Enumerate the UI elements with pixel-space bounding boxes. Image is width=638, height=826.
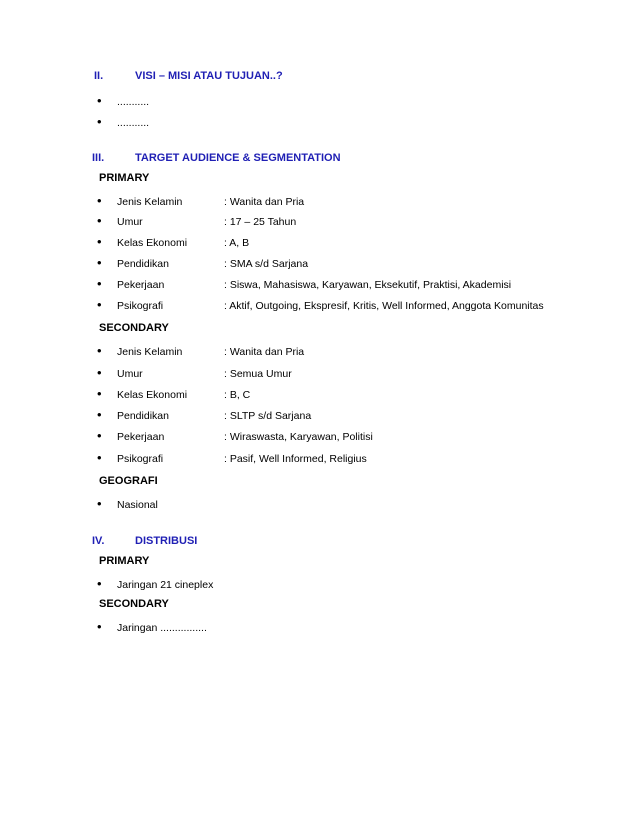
section-2-title: VISI – MISI ATAU TUJUAN..? [135, 70, 283, 82]
bullet-icon: • [97, 428, 102, 443]
bullet-icon: • [97, 297, 102, 312]
row-value: : Aktif, Outgoing, Ekspresif, Kritis, Well Informed, Anggota Komunitas [224, 300, 544, 312]
bullet-icon: • [97, 276, 102, 291]
row-label: Psikografi [117, 300, 164, 312]
bullet-icon: • [97, 365, 102, 380]
section-3-number: III. [92, 152, 105, 164]
section-3-title: TARGET AUDIENCE & SEGMENTATION [135, 152, 341, 164]
section-4-number: IV. [92, 535, 105, 547]
section-4-title: DISTRIBUSI [135, 535, 198, 547]
row-label: Jenis Kelamin [117, 196, 183, 208]
list-item: Jaringan ................ [117, 622, 207, 634]
section-2-number: II. [94, 70, 104, 82]
row-value: : Semua Umur [224, 368, 292, 380]
primary-heading: PRIMARY [99, 555, 150, 567]
bullet-icon: • [97, 213, 102, 228]
row-label: Kelas Ekonomi [117, 389, 188, 401]
bullet-icon: • [97, 496, 102, 511]
row-label: Pendidikan [117, 410, 169, 422]
primary-heading: PRIMARY [99, 172, 150, 184]
row-value: : Siswa, Mahasiswa, Karyawan, Eksekutif, Praktisi, Akademisi [224, 279, 512, 291]
row-value: : A, B [224, 237, 250, 249]
row-value: : SLTP s/d Sarjana [224, 410, 312, 422]
list-item: Jaringan 21 cineplex [117, 579, 214, 591]
row-label: Umur [117, 368, 143, 380]
row-label: Jenis Kelamin [117, 346, 183, 358]
row-label: Psikografi [117, 453, 164, 465]
geografi-heading: GEOGRAFI [99, 475, 158, 487]
row-label: Kelas Ekonomi [117, 237, 188, 249]
list-item: ........... [117, 117, 150, 129]
bullet-icon: • [97, 193, 102, 208]
row-label: Pekerjaan [117, 279, 165, 291]
row-value: : Wiraswasta, Karyawan, Politisi [224, 431, 373, 443]
row-label: Pendidikan [117, 258, 169, 270]
row-value: : SMA s/d Sarjana [224, 258, 309, 270]
bullet-icon: • [97, 93, 102, 108]
bullet-icon: • [97, 234, 102, 249]
bullet-icon: • [97, 576, 102, 591]
bullet-icon: • [97, 343, 102, 358]
secondary-heading: SECONDARY [99, 322, 169, 334]
row-value: : Wanita dan Pria [224, 346, 305, 358]
row-value: : Pasif, Well Informed, Religius [224, 453, 367, 465]
bullet-icon: • [97, 450, 102, 465]
list-item: Nasional [117, 499, 158, 511]
row-label: Umur [117, 216, 143, 228]
bullet-icon: • [97, 407, 102, 422]
bullet-icon: • [97, 386, 102, 401]
row-value: : B, C [224, 389, 251, 401]
row-value: : 17 – 25 Tahun [224, 216, 297, 228]
row-value: : Wanita dan Pria [224, 196, 305, 208]
list-item: ........... [117, 96, 150, 108]
secondary-heading: SECONDARY [99, 598, 169, 610]
bullet-icon: • [97, 619, 102, 634]
row-label: Pekerjaan [117, 431, 165, 443]
bullet-icon: • [97, 255, 102, 270]
bullet-icon: • [97, 114, 102, 129]
